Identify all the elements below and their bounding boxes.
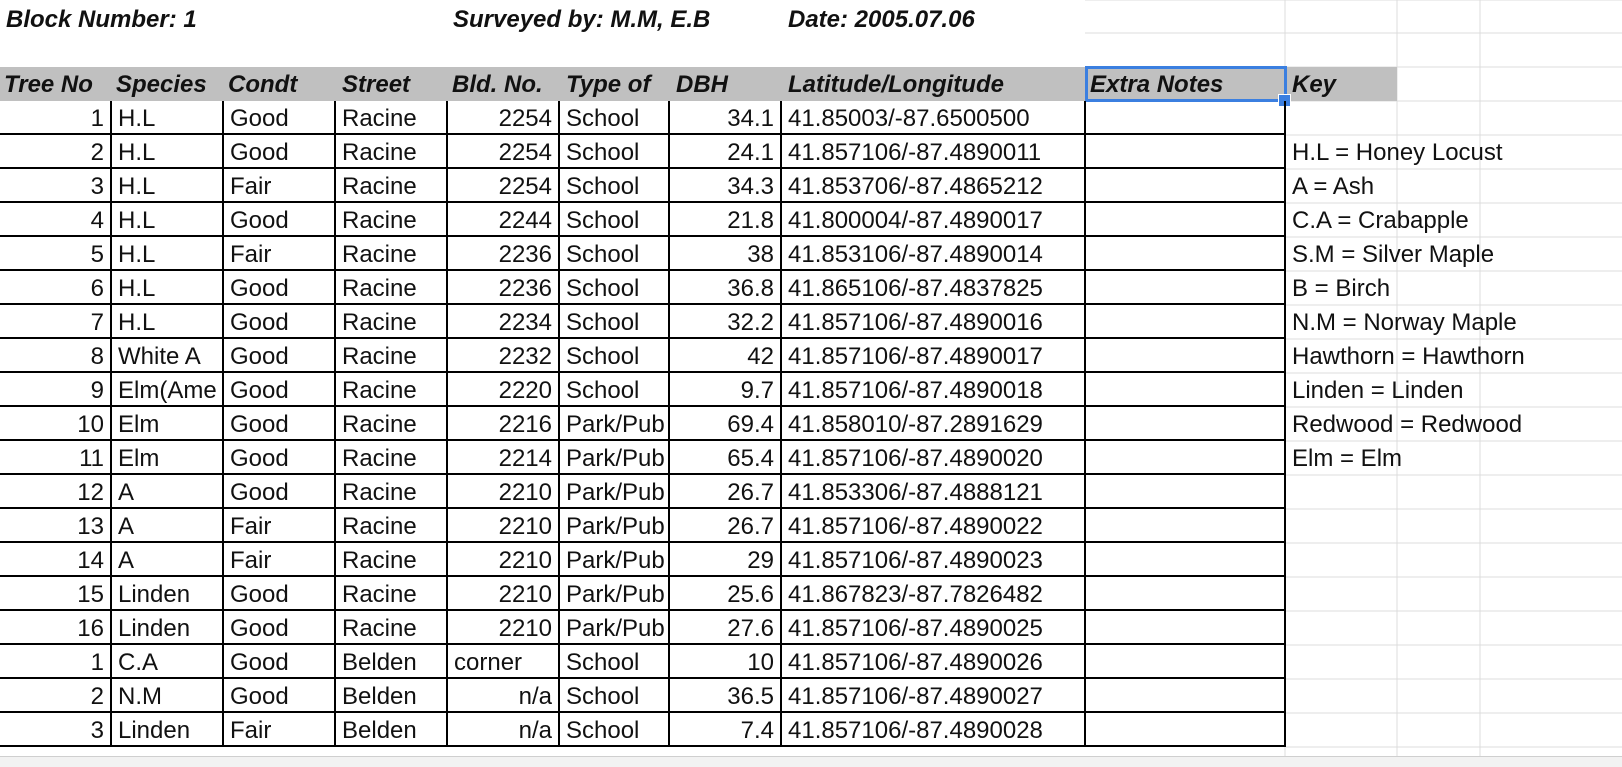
cell-street[interactable]: Racine <box>336 101 448 135</box>
cell-extra-notes[interactable] <box>1086 101 1286 135</box>
cell-species[interactable]: C.A <box>112 645 224 679</box>
cell-dbh[interactable]: 24.1 <box>670 135 782 169</box>
cell-extra-notes[interactable] <box>1086 577 1286 611</box>
cell-lat-lon[interactable]: 41.857106/-87.4890026 <box>782 645 1086 679</box>
cell-lat-lon[interactable]: 41.858010/-87.2891629 <box>782 407 1086 441</box>
cell-tree-no[interactable]: 8 <box>0 339 112 373</box>
cell-type[interactable]: School <box>560 645 670 679</box>
cell-dbh[interactable]: 36.5 <box>670 679 782 713</box>
cell-lat-lon[interactable]: 41.867823/-87.7826482 <box>782 577 1086 611</box>
column-header-row <box>0 67 1397 101</box>
cell-lat-lon[interactable]: 41.85003/-87.6500500 <box>782 101 1086 135</box>
cell-type[interactable]: School <box>560 203 670 237</box>
cell-building-no[interactable]: 2214 <box>448 441 560 475</box>
header-lat-lon[interactable]: Latitude/Longitude <box>788 71 1004 98</box>
cell-type[interactable]: School <box>560 373 670 407</box>
cell-building-no[interactable]: 2244 <box>448 203 560 237</box>
horizontal-scrollbar[interactable] <box>0 756 1622 767</box>
date-label: Date: 2005.07.06 <box>788 6 975 33</box>
cell-condition[interactable]: Good <box>224 475 336 509</box>
cell-dbh[interactable]: 34.1 <box>670 101 782 135</box>
cell-building-no[interactable]: 2236 <box>448 237 560 271</box>
cell-condition[interactable]: Good <box>224 441 336 475</box>
cell-tree-no[interactable]: 15 <box>0 577 112 611</box>
cell-tree-no[interactable]: 6 <box>0 271 112 305</box>
cell-condition[interactable]: Fair <box>224 509 336 543</box>
cell-lat-lon[interactable]: 41.857106/-87.4890022 <box>782 509 1086 543</box>
cell-lat-lon[interactable]: 41.857106/-87.4890020 <box>782 441 1086 475</box>
key-item: S.M = Silver Maple <box>1292 241 1495 268</box>
cell-building-no[interactable]: 2210 <box>448 543 560 577</box>
cell-lat-lon[interactable]: 41.857106/-87.4890011 <box>782 135 1086 169</box>
cell-dbh[interactable]: 42 <box>670 339 782 373</box>
cell-building-no[interactable]: 2210 <box>448 509 560 543</box>
cell-lat-lon[interactable]: 41.865106/-87.4837825 <box>782 271 1086 305</box>
table-row <box>0 169 1286 203</box>
cell-lat-lon[interactable]: 41.857106/-87.4890017 <box>782 339 1086 373</box>
cell-extra-notes[interactable] <box>1086 169 1286 203</box>
table-row <box>0 509 1286 543</box>
table-row <box>0 577 1286 611</box>
cell-extra-notes[interactable] <box>1086 475 1286 509</box>
cell-tree-no[interactable]: 9 <box>0 373 112 407</box>
cell-dbh[interactable]: 36.8 <box>670 271 782 305</box>
cell-street[interactable]: Racine <box>336 169 448 203</box>
cell-dbh[interactable]: 27.6 <box>670 611 782 645</box>
cell-condition[interactable]: Good <box>224 679 336 713</box>
table-row <box>0 237 1286 271</box>
cell-lat-lon[interactable]: 41.857106/-87.4890028 <box>782 713 1086 747</box>
cell-condition[interactable]: Good <box>224 645 336 679</box>
header-street[interactable]: Street <box>342 71 411 98</box>
cell-type[interactable]: Park/Pub <box>560 509 670 543</box>
cell-extra-notes[interactable] <box>1086 237 1286 271</box>
cell-condition[interactable]: Good <box>224 407 336 441</box>
cell-tree-no[interactable]: 7 <box>0 305 112 339</box>
key-item: Hawthorn = Hawthorn <box>1292 343 1525 370</box>
cell-species[interactable]: Elm <box>112 407 224 441</box>
cell-species[interactable]: H.L <box>112 305 224 339</box>
cell-tree-no[interactable]: 5 <box>0 237 112 271</box>
cell-condition[interactable]: Good <box>224 135 336 169</box>
cell-street[interactable]: Belden <box>336 645 448 679</box>
cell-lat-lon[interactable]: 41.853706/-87.4865212 <box>782 169 1086 203</box>
key-item: Elm = Elm <box>1292 445 1403 472</box>
cell-building-no[interactable]: corner <box>448 645 560 679</box>
cell-street[interactable]: Belden <box>336 679 448 713</box>
cell-extra-notes[interactable] <box>1086 305 1286 339</box>
cell-street[interactable]: Racine <box>336 339 448 373</box>
cell-building-no[interactable]: 2210 <box>448 475 560 509</box>
header-tree-no[interactable]: Tree No <box>4 71 93 98</box>
key-item: Redwood = Redwood <box>1292 411 1523 438</box>
cell-tree-no[interactable]: 2 <box>0 679 112 713</box>
cell-type[interactable]: Park/Pub <box>560 543 670 577</box>
cell-tree-no[interactable]: 14 <box>0 543 112 577</box>
cell-condition[interactable]: Fair <box>224 169 336 203</box>
cell-species[interactable]: Elm(Ame <box>112 373 224 407</box>
cell-condition[interactable]: Good <box>224 101 336 135</box>
cell-dbh[interactable]: 9.7 <box>670 373 782 407</box>
cell-building-no[interactable]: 2236 <box>448 271 560 305</box>
cell-condition[interactable]: Fair <box>224 543 336 577</box>
table-row <box>0 679 1286 713</box>
table-row <box>0 339 1286 373</box>
cell-street[interactable]: Belden <box>336 713 448 747</box>
cell-street[interactable]: Racine <box>336 611 448 645</box>
surveyed-by-label: Surveyed by: M.M, E.B <box>453 6 711 33</box>
table-row <box>0 271 1286 305</box>
table-row <box>0 713 1286 747</box>
table-row <box>0 407 1286 441</box>
cell-dbh[interactable]: 38 <box>670 237 782 271</box>
cell-street[interactable]: Racine <box>336 135 448 169</box>
cell-type[interactable]: School <box>560 237 670 271</box>
cell-species[interactable]: White A <box>112 339 224 373</box>
key-item: A = Ash <box>1292 173 1375 200</box>
cell-tree-no[interactable]: 16 <box>0 611 112 645</box>
table-row <box>0 101 1286 135</box>
cell-extra-notes[interactable] <box>1086 203 1286 237</box>
cell-lat-lon[interactable]: 41.857106/-87.4890018 <box>782 373 1086 407</box>
cell-condition[interactable]: Good <box>224 339 336 373</box>
cell-tree-no[interactable]: 13 <box>0 509 112 543</box>
cell-condition[interactable]: Good <box>224 271 336 305</box>
header-type[interactable]: Type of <box>566 71 651 98</box>
cell-species[interactable]: H.L <box>112 135 224 169</box>
header-condition[interactable]: Condt <box>228 71 298 98</box>
cell-species[interactable]: H.L <box>112 271 224 305</box>
cell-condition[interactable]: Good <box>224 577 336 611</box>
cell-extra-notes[interactable] <box>1086 135 1286 169</box>
cell-condition[interactable]: Good <box>224 611 336 645</box>
cell-lat-lon[interactable]: 41.857106/-87.4890025 <box>782 611 1086 645</box>
cell-lat-lon[interactable]: 41.853106/-87.4890014 <box>782 237 1086 271</box>
cell-species[interactable]: H.L <box>112 101 224 135</box>
table-row <box>0 645 1286 679</box>
cell-tree-no[interactable]: 1 <box>0 645 112 679</box>
cell-condition[interactable]: Fair <box>224 713 336 747</box>
cell-dbh[interactable]: 10 <box>670 645 782 679</box>
cell-building-no[interactable]: 2220 <box>448 373 560 407</box>
cell-building-no[interactable]: 2210 <box>448 577 560 611</box>
cell-street[interactable]: Racine <box>336 543 448 577</box>
cell-dbh[interactable]: 26.7 <box>670 475 782 509</box>
cell-street[interactable]: Racine <box>336 509 448 543</box>
table-row <box>0 441 1286 475</box>
cell-type[interactable]: School <box>560 135 670 169</box>
cell-lat-lon[interactable]: 41.853306/-87.4888121 <box>782 475 1086 509</box>
cell-lat-lon[interactable]: 41.857106/-87.4890027 <box>782 679 1086 713</box>
cell-type[interactable]: Park/Pub <box>560 577 670 611</box>
cell-street[interactable]: Racine <box>336 305 448 339</box>
cell-species[interactable]: A <box>112 509 224 543</box>
cell-street[interactable]: Racine <box>336 441 448 475</box>
header-extra-notes[interactable]: Extra Notes <box>1086 67 1286 101</box>
cell-species[interactable]: H.L <box>112 169 224 203</box>
cell-street[interactable]: Racine <box>336 237 448 271</box>
cell-lat-lon[interactable]: 41.857106/-87.4890023 <box>782 543 1086 577</box>
cell-building-no[interactable]: 2234 <box>448 305 560 339</box>
cell-street[interactable]: Racine <box>336 475 448 509</box>
cell-street[interactable]: Racine <box>336 271 448 305</box>
cell-building-no[interactable]: n/a <box>448 713 560 747</box>
cell-building-no[interactable]: 2254 <box>448 101 560 135</box>
key-item: H.L = Honey Locust <box>1292 139 1503 166</box>
cell-species[interactable]: N.M <box>112 679 224 713</box>
header-dbh[interactable]: DBH <box>676 71 728 98</box>
cell-building-no[interactable]: 2254 <box>448 135 560 169</box>
cell-lat-lon[interactable]: 41.857106/-87.4890016 <box>782 305 1086 339</box>
header-building-no[interactable]: Bld. No. <box>452 71 543 98</box>
cell-tree-no[interactable]: 3 <box>0 169 112 203</box>
cell-type[interactable]: School <box>560 339 670 373</box>
cell-type[interactable]: School <box>560 713 670 747</box>
cell-extra-notes[interactable] <box>1086 509 1286 543</box>
cell-type[interactable]: School <box>560 305 670 339</box>
cell-species[interactable]: A <box>112 543 224 577</box>
cell-dbh[interactable]: 65.4 <box>670 441 782 475</box>
cell-extra-notes[interactable] <box>1086 645 1286 679</box>
cell-extra-notes[interactable] <box>1086 611 1286 645</box>
cell-tree-no[interactable]: 2 <box>0 135 112 169</box>
cell-street[interactable]: Racine <box>336 203 448 237</box>
block-number-label: Block Number: 1 <box>6 6 197 33</box>
cell-type[interactable]: Park/Pub <box>560 441 670 475</box>
cell-species[interactable]: A <box>112 475 224 509</box>
cell-extra-notes[interactable] <box>1086 407 1286 441</box>
cell-dbh[interactable]: 26.7 <box>670 509 782 543</box>
cell-street[interactable]: Racine <box>336 577 448 611</box>
cell-extra-notes[interactable] <box>1086 441 1286 475</box>
cell-tree-no[interactable]: 1 <box>0 101 112 135</box>
table-row <box>0 475 1286 509</box>
cell-tree-no[interactable]: 10 <box>0 407 112 441</box>
key-item: Linden = Linden <box>1292 377 1464 404</box>
cell-building-no[interactable]: n/a <box>448 679 560 713</box>
cell-extra-notes[interactable] <box>1086 373 1286 407</box>
cell-street[interactable]: Racine <box>336 407 448 441</box>
cell-species[interactable]: Linden <box>112 577 224 611</box>
cell-condition[interactable]: Good <box>224 305 336 339</box>
cell-tree-no[interactable]: 12 <box>0 475 112 509</box>
cell-type[interactable]: School <box>560 101 670 135</box>
cell-species[interactable]: Linden <box>112 713 224 747</box>
table-row <box>0 611 1286 645</box>
cell-extra-notes[interactable] <box>1086 543 1286 577</box>
cell-dbh[interactable]: 25.6 <box>670 577 782 611</box>
cell-dbh[interactable]: 69.4 <box>670 407 782 441</box>
cell-tree-no[interactable]: 4 <box>0 203 112 237</box>
key-item: B = Birch <box>1292 275 1391 302</box>
header-key[interactable]: Key <box>1292 71 1337 98</box>
cell-type[interactable]: School <box>560 169 670 203</box>
cell-condition[interactable]: Fair <box>224 237 336 271</box>
cell-lat-lon[interactable]: 41.800004/-87.4890017 <box>782 203 1086 237</box>
cell-type[interactable]: School <box>560 679 670 713</box>
cell-building-no[interactable]: 2254 <box>448 169 560 203</box>
table-row <box>0 305 1286 339</box>
cell-tree-no[interactable]: 3 <box>0 713 112 747</box>
table-row <box>0 135 1286 169</box>
cell-extra-notes[interactable] <box>1086 339 1286 373</box>
cell-condition[interactable]: Good <box>224 373 336 407</box>
cell-species[interactable]: H.L <box>112 237 224 271</box>
table-row <box>0 543 1286 577</box>
cell-type[interactable]: School <box>560 271 670 305</box>
cell-dbh[interactable]: 7.4 <box>670 713 782 747</box>
cell-extra-notes[interactable] <box>1086 271 1286 305</box>
cell-dbh[interactable]: 34.3 <box>670 169 782 203</box>
table-row <box>0 203 1286 237</box>
cell-extra-notes[interactable] <box>1086 679 1286 713</box>
key-item: C.A = Crabapple <box>1292 207 1469 234</box>
table-row <box>0 373 1286 407</box>
cell-dbh[interactable]: 21.8 <box>670 203 782 237</box>
cell-dbh[interactable]: 32.2 <box>670 305 782 339</box>
cell-species[interactable]: H.L <box>112 203 224 237</box>
cell-building-no[interactable]: 2210 <box>448 611 560 645</box>
cell-type[interactable]: Park/Pub <box>560 407 670 441</box>
header-species[interactable]: Species <box>116 71 207 98</box>
cell-type[interactable]: Park/Pub <box>560 611 670 645</box>
cell-extra-notes[interactable] <box>1086 713 1286 747</box>
cell-type[interactable]: Park/Pub <box>560 475 670 509</box>
cell-condition[interactable]: Good <box>224 203 336 237</box>
cell-species[interactable]: Elm <box>112 441 224 475</box>
cell-species[interactable]: Linden <box>112 611 224 645</box>
cell-tree-no[interactable]: 11 <box>0 441 112 475</box>
key-item: N.M = Norway Maple <box>1292 309 1517 336</box>
cell-building-no[interactable]: 2232 <box>448 339 560 373</box>
cell-dbh[interactable]: 29 <box>670 543 782 577</box>
cell-building-no[interactable]: 2216 <box>448 407 560 441</box>
cell-street[interactable]: Racine <box>336 373 448 407</box>
